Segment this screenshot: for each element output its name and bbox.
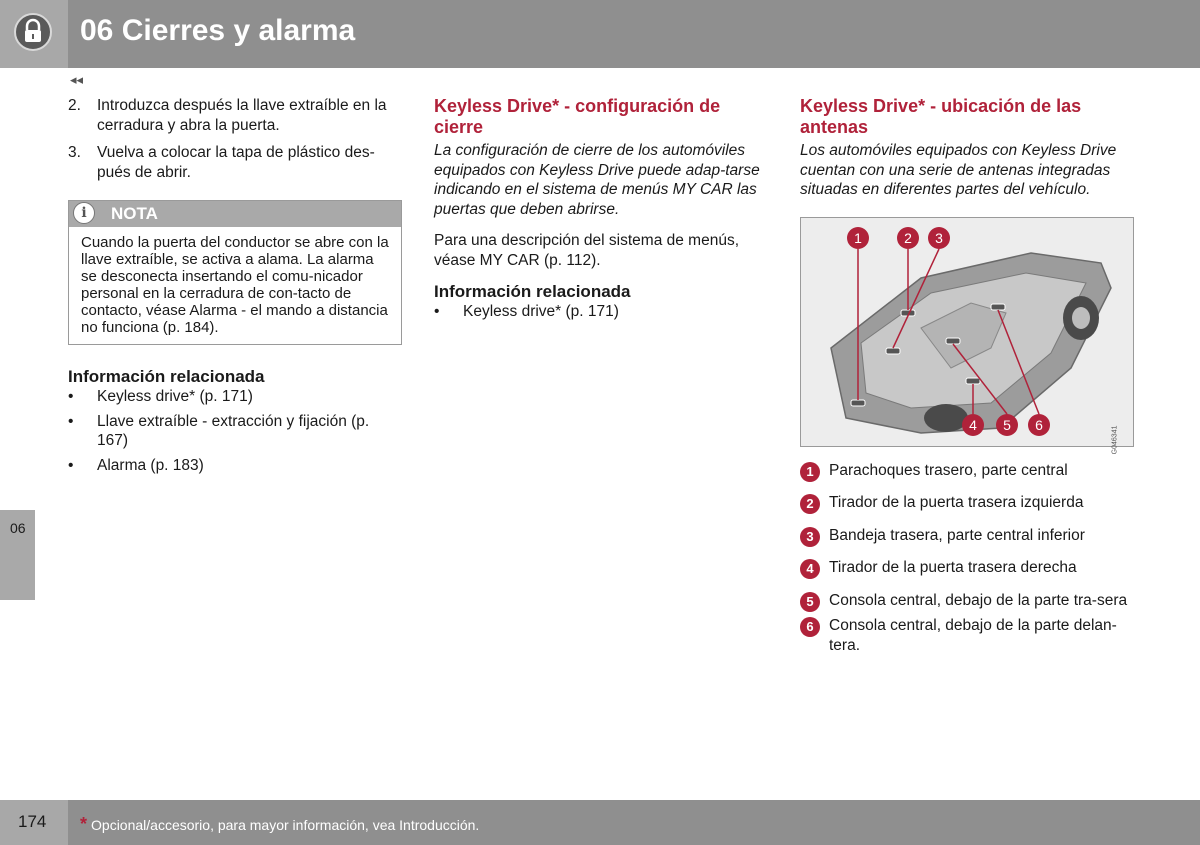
related-link-text: Alarma (p. 183): [97, 456, 204, 474]
legend-text: Bandeja trasera, parte central inferior: [829, 526, 1085, 544]
antenna-diagram: [800, 217, 1134, 455]
legend-text: Consola central, debajo de la parte tra-sera: [829, 591, 1128, 609]
bullet-icon: •: [68, 456, 74, 474]
related-link[interactable]: [68, 456, 402, 476]
related-link-text: Keyless drive* (p. 171): [463, 303, 619, 320]
bullet-icon: •: [68, 412, 74, 430]
legend-text: Tirador de la puerta trasera izquierda: [829, 494, 1084, 511]
legend-number: 2: [800, 494, 820, 514]
callout-5: [996, 414, 1018, 436]
page-number-area: [0, 800, 68, 845]
step-item: [68, 143, 402, 182]
footnote-text: Opcional/accesorio, para mayor información, vea Introducción.: [91, 817, 480, 833]
legend-text: Consola central, debajo de la parte delan-tera.: [829, 617, 1117, 654]
note-box: [68, 200, 402, 345]
legend-item: [800, 616, 1134, 655]
lock-icon: [14, 13, 52, 51]
legend-number: 5: [800, 592, 820, 612]
bullet-icon: •: [68, 388, 74, 405]
note-text: Cuando la puerta del conductor se abre con la llave extraíble, se activa a alama. La alarma se desconecta insertando el comu-nicador personal en la cerradura de con-tacto de contacto, véase Alarma - el mando a distancia no funciona (p. 184).: [81, 234, 389, 336]
callout-3: [928, 227, 950, 249]
section-heading: Keyless Drive* - ubicación de las antenas: [800, 96, 1082, 137]
legend-item: [800, 558, 1134, 578]
asterisk-icon: *: [80, 814, 88, 834]
chapter-side-tab[interactable]: [0, 510, 35, 600]
callout-1: [847, 227, 869, 249]
steps-list: [68, 96, 402, 182]
legend-text: Tirador de la puerta trasera derecha: [829, 559, 1077, 576]
page-number: 174: [18, 812, 47, 831]
section-intro: La configuración de cierre de los automóviles equipados con Keyless Drive puede adap-tarse indicando en el sistema de menús MY CAR las puertas que deben abrirse.: [434, 142, 760, 218]
back-arrows-icon[interactable]: ◂◂: [70, 72, 84, 87]
related-link[interactable]: [68, 412, 402, 451]
header-icon-area: [0, 0, 68, 68]
page-footer: [0, 800, 1200, 845]
legend-item: [800, 526, 1134, 546]
footnote: [80, 814, 479, 835]
related-link-text: Llave extraíble - extracción y fijación (p. 167): [97, 412, 370, 449]
related-info-title: Información relacionada: [434, 282, 631, 301]
column-3: [800, 96, 1134, 668]
car-illustration: [801, 218, 1133, 446]
legend-number: 6: [800, 617, 820, 637]
legend-item: [800, 461, 1134, 481]
legend-number: 3: [800, 527, 820, 547]
svg-text:6: 6: [1035, 416, 1043, 433]
page-header: [0, 0, 1200, 68]
step-text: Vuelva a colocar la tapa de plástico des-pués de abrir.: [97, 144, 375, 181]
svg-text:4: 4: [969, 416, 977, 433]
note-header: [69, 201, 401, 227]
related-list: [68, 387, 402, 475]
chapter-title: 06 Cierres y alarma: [80, 14, 356, 47]
callout-2: [897, 227, 919, 249]
legend-item: [800, 493, 1134, 513]
svg-text:1: 1: [854, 229, 862, 246]
svg-text:5: 5: [1003, 416, 1011, 433]
column-1: [68, 96, 402, 480]
column-2: [434, 96, 764, 327]
section-paragraph: Para una descripción del sistema de menús, véase MY CAR (p. 112).: [434, 232, 739, 269]
antenna-legend: [800, 461, 1134, 656]
figure-code: G046341: [1111, 425, 1119, 455]
related-link[interactable]: [434, 302, 764, 322]
bullet-icon: •: [434, 303, 440, 320]
related-link-text: Keyless drive* (p. 171): [97, 388, 253, 405]
legend-number: 4: [800, 559, 820, 579]
legend-item: [800, 591, 1134, 611]
legend-number: 1: [800, 462, 820, 482]
callout-6: [1028, 414, 1050, 436]
related-info-title: Información relacionada: [68, 367, 265, 386]
info-icon: i: [73, 202, 95, 224]
step-item: [68, 96, 402, 135]
section-intro: Los automóviles equipados con Keyless Drive cuentan con una serie de antenas integradas situadas en diferentes partes del vehículo.: [800, 142, 1117, 198]
callout-4: [962, 414, 984, 436]
legend-text: Parachoques trasero, parte central: [829, 461, 1068, 479]
related-link[interactable]: [68, 387, 402, 407]
chapter-tab-label: 06: [10, 520, 26, 536]
related-list: [434, 302, 764, 322]
step-number: 2.: [68, 97, 81, 114]
svg-text:3: 3: [935, 229, 943, 246]
step-number: 3.: [68, 144, 81, 161]
step-text: Introduzca después la llave extraíble en la cerradura y abra la puerta.: [97, 97, 387, 134]
section-heading: Keyless Drive* - configuración de cierre: [434, 96, 721, 137]
svg-text:2: 2: [904, 229, 912, 246]
note-label: NOTA: [111, 204, 158, 223]
